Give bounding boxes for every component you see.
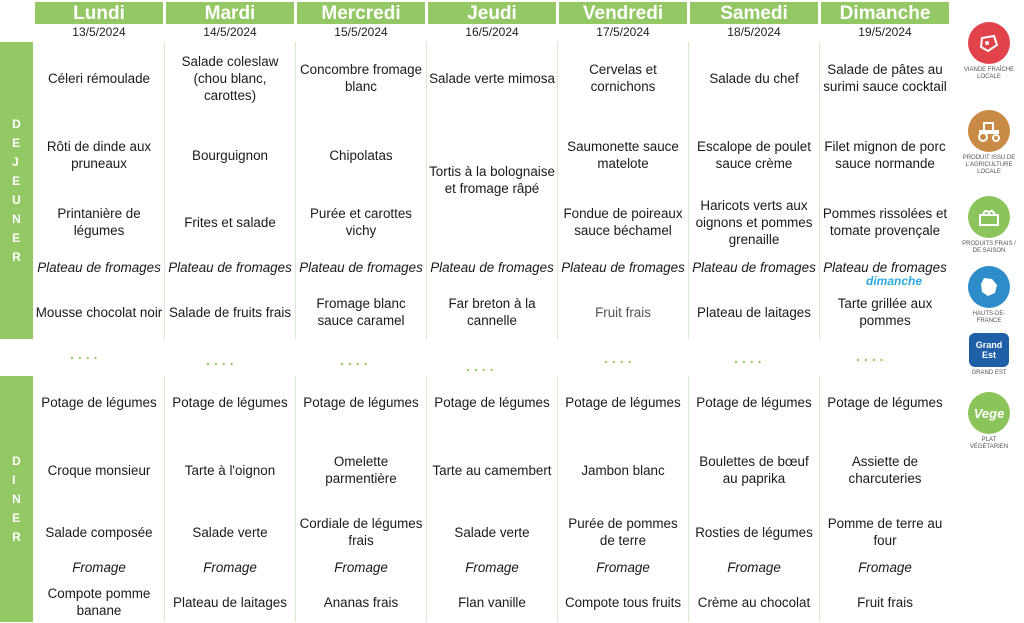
column-separator xyxy=(688,376,689,622)
dejeuner-fromage-cell: Plateau de fromages xyxy=(168,259,292,275)
dejeuner-plat-cell: Tortis à la bolognaise et fromage râpé xyxy=(429,164,555,196)
column-separator xyxy=(426,42,427,339)
legend-agriculture-locale xyxy=(962,110,1016,176)
diner-plat-cell: Assiette de charcuteries xyxy=(848,454,922,486)
sidebar-letter: D xyxy=(12,453,21,468)
sidebar-letter: R xyxy=(12,249,21,264)
legend-hauts-de-france xyxy=(962,266,1016,325)
diner-potage-cell: Potage de légumes xyxy=(696,394,812,410)
legend-label: PRODUIT ISSU DE L'AGRICULTURE LOCALE xyxy=(962,155,1016,175)
diner-fromage-cell: Fromage xyxy=(334,559,388,575)
diner-fromage-cell: Fromage xyxy=(203,559,257,575)
dejeuner-accomp-cell: Pommes rissolées et tomate provençale xyxy=(822,206,948,238)
dejeuner-dessert-cell: Fruit frais xyxy=(595,304,651,320)
diner-potage-cell: Potage de légumes xyxy=(565,394,681,410)
dejeuner-entree-cell: Cervelas et cornichons xyxy=(589,62,657,94)
dejeuner-fromage-cell: Plateau de fromages xyxy=(692,259,816,275)
sidebar-letter: N xyxy=(12,211,21,226)
sidebar-letter: E xyxy=(12,173,21,188)
legend-viande-fraiche-locale xyxy=(962,22,1016,81)
separator-dots: .... xyxy=(466,358,498,374)
diner-fromage-cell: Fromage xyxy=(72,559,126,575)
diner-potage-cell: Potage de légumes xyxy=(303,394,419,410)
diner-dessert-cell: Crème au chocolat xyxy=(697,594,811,610)
dejeuner-accomp-cell: Frites et salade xyxy=(184,214,276,230)
overlay-text-dimanche: dimanche xyxy=(866,274,923,288)
diner-dessert-cell: Fruit frais xyxy=(857,594,913,610)
meat-icon xyxy=(968,22,1010,64)
column-separator xyxy=(557,376,558,622)
dejeuner-dessert-cell: Mousse chocolat noir xyxy=(35,304,163,320)
day-header-samedi: Samedi xyxy=(690,2,818,24)
date-mardi: 14/5/2024 xyxy=(203,25,257,39)
diner-dessert-cell: Ananas frais xyxy=(323,594,399,610)
diner-plat-cell: Tarte à l'oignon xyxy=(184,462,276,478)
region-map-icon xyxy=(968,266,1010,308)
day-header-dimanche: Dimanche xyxy=(821,2,949,24)
diner-accomp-cell: Salade verte xyxy=(454,524,530,540)
dejeuner-accomp-cell: Fondue de poireaux sauce béchamel xyxy=(563,206,683,238)
column-separator xyxy=(426,376,427,622)
dejeuner-entree-cell: Salade du chef xyxy=(709,70,799,86)
dejeuner-sidebar xyxy=(0,42,33,339)
legend-produits-frais xyxy=(962,196,1016,255)
diner-accomp-cell: Cordiale de légumes frais xyxy=(299,516,423,548)
diner-plat-cell: Jambon blanc xyxy=(581,462,665,478)
separator-dots: .... xyxy=(206,352,238,368)
date-samedi: 18/5/2024 xyxy=(727,25,781,39)
day-header-vendredi: Vendredi xyxy=(559,2,687,24)
dejeuner-plat-cell: Bourguignon xyxy=(192,147,268,163)
sidebar-letter: U xyxy=(12,192,21,207)
dejeuner-label-letters xyxy=(12,115,21,267)
date-lundi: 13/5/2024 xyxy=(72,25,126,39)
dejeuner-entree-cell: Salade coleslaw (chou blanc, carottes) xyxy=(181,53,279,103)
dejeuner-entree-cell: Concombre fromage blanc xyxy=(299,62,423,94)
dejeuner-dessert-cell: Far breton à la cannelle xyxy=(448,296,536,328)
column-separator xyxy=(819,42,820,339)
dejeuner-plat-cell: Chipolatas xyxy=(329,147,393,163)
column-separator xyxy=(295,376,296,622)
diner-potage-cell: Potage de légumes xyxy=(827,394,943,410)
dejeuner-plat-cell: Filet mignon de porc sauce normande xyxy=(824,139,946,171)
diner-fromage-cell: Fromage xyxy=(858,559,912,575)
dejeuner-plat-cell: Rôti de dinde aux pruneaux xyxy=(46,139,152,171)
dejeuner-plat-cell: Saumonette sauce matelote xyxy=(567,139,679,171)
diner-plat-cell: Croque monsieur xyxy=(47,462,151,478)
dejeuner-fromage-cell: Plateau de fromages xyxy=(430,259,554,275)
diner-potage-cell: Potage de légumes xyxy=(434,394,550,410)
legend-plat-vegetarien xyxy=(962,392,1016,451)
tractor-icon xyxy=(968,110,1010,152)
separator-dots: .... xyxy=(70,346,102,362)
separator-dots: .... xyxy=(604,350,636,366)
diner-fromage-cell: Fromage xyxy=(596,559,650,575)
sidebar-letter: R xyxy=(12,529,21,544)
sidebar-letter: J xyxy=(12,154,19,169)
dejeuner-fromage-cell: Plateau de fromages xyxy=(37,259,161,275)
sidebar-letter: N xyxy=(12,491,21,506)
diner-fromage-cell: Fromage xyxy=(727,559,781,575)
crate-icon xyxy=(968,196,1010,238)
separator-dots: .... xyxy=(856,348,888,364)
column-separator xyxy=(557,42,558,339)
legend-label: VIANDE FRAÎCHE LOCALE xyxy=(963,67,1015,80)
diner-dessert-cell: Compote tous fruits xyxy=(564,594,682,610)
diner-plat-cell: Omelette parmentière xyxy=(325,454,397,486)
diner-dessert-cell: Flan vanille xyxy=(458,594,526,610)
sidebar-letter: I xyxy=(12,472,16,487)
dejeuner-fromage-cell: Plateau de fromages xyxy=(561,259,685,275)
sidebar-letter: D xyxy=(12,116,21,131)
date-dimanche: 19/5/2024 xyxy=(858,25,912,39)
diner-fromage-cell: Fromage xyxy=(465,559,519,575)
column-separator xyxy=(164,42,165,339)
dejeuner-dessert-cell: Fromage blanc sauce caramel xyxy=(316,296,406,328)
separator-dots: .... xyxy=(340,352,372,368)
dejeuner-dessert-cell: Tarte grillée aux pommes xyxy=(837,296,933,328)
diner-plat-cell: Tarte au camembert xyxy=(432,462,552,478)
dejeuner-dessert-cell: Plateau de laitages xyxy=(697,304,811,320)
legend-grand-est xyxy=(962,333,1016,377)
dejeuner-entree-cell: Salade verte mimosa xyxy=(429,70,555,86)
dejeuner-plat-cell: Escalope de poulet sauce crème xyxy=(697,139,811,171)
legend-label: PLAT VÉGÉTARIEN xyxy=(969,437,1009,450)
dejeuner-accomp-cell xyxy=(428,194,556,250)
dejeuner-entree-cell: Salade de pâtes au surimi sauce cocktail xyxy=(823,62,947,94)
day-header-mardi: Mardi xyxy=(166,2,294,24)
date-jeudi: 16/5/2024 xyxy=(465,25,519,39)
legend-label: PRODUITS FRAIS / DE SAISON xyxy=(962,241,1016,254)
diner-accomp-cell: Pomme de terre au four xyxy=(827,516,943,548)
date-mercredi: 15/5/2024 xyxy=(334,25,388,39)
column-separator xyxy=(295,42,296,339)
dejeuner-accomp-cell: Purée et carottes vichy xyxy=(310,206,412,238)
diner-accomp-cell: Purée de pommes de terre xyxy=(568,516,678,548)
diner-label-letters xyxy=(12,452,21,547)
dejeuner-entree-cell: Céleri rémoulade xyxy=(48,70,150,86)
grand-est-logo: Grand Est xyxy=(969,333,1009,367)
day-header-jeudi: Jeudi xyxy=(428,2,556,24)
day-header-lundi: Lundi xyxy=(35,2,163,24)
diner-dessert-cell: Compote pomme banane xyxy=(47,586,151,618)
diner-plat-cell: Boulettes de bœuf au paprika xyxy=(699,454,809,486)
diner-accomp-cell: Salade verte xyxy=(192,524,268,540)
diner-accomp-cell: Salade composée xyxy=(45,524,153,540)
dejeuner-accomp-cell: Haricots verts aux oignons et pommes grenaille xyxy=(695,197,813,247)
sidebar-letter: E xyxy=(12,230,21,245)
separator-dots: .... xyxy=(734,350,766,366)
column-separator xyxy=(164,376,165,622)
sidebar-letter: E xyxy=(12,510,21,525)
diner-accomp-cell: Rosties de légumes xyxy=(695,524,813,540)
column-separator xyxy=(688,42,689,339)
diner-potage-cell: Potage de légumes xyxy=(41,394,157,410)
date-vendredi: 17/5/2024 xyxy=(596,25,650,39)
dejeuner-fromage-cell: Plateau de fromages xyxy=(823,259,947,275)
dejeuner-fromage-cell: Plateau de fromages xyxy=(299,259,423,275)
sidebar-letter: E xyxy=(12,135,21,150)
legend-label: HAUTS-DE-FRANCE xyxy=(972,311,1006,324)
diner-dessert-cell: Plateau de laitages xyxy=(173,594,287,610)
vege-icon: Vege xyxy=(968,392,1010,434)
diner-sidebar xyxy=(0,376,33,622)
legend-label: GRAND EST xyxy=(971,370,1007,376)
diner-potage-cell: Potage de légumes xyxy=(172,394,288,410)
dejeuner-accomp-cell: Printanière de légumes xyxy=(57,206,141,238)
dejeuner-dessert-cell: Salade de fruits frais xyxy=(168,304,292,320)
column-separator xyxy=(819,376,820,622)
day-header-mercredi: Mercredi xyxy=(297,2,425,24)
